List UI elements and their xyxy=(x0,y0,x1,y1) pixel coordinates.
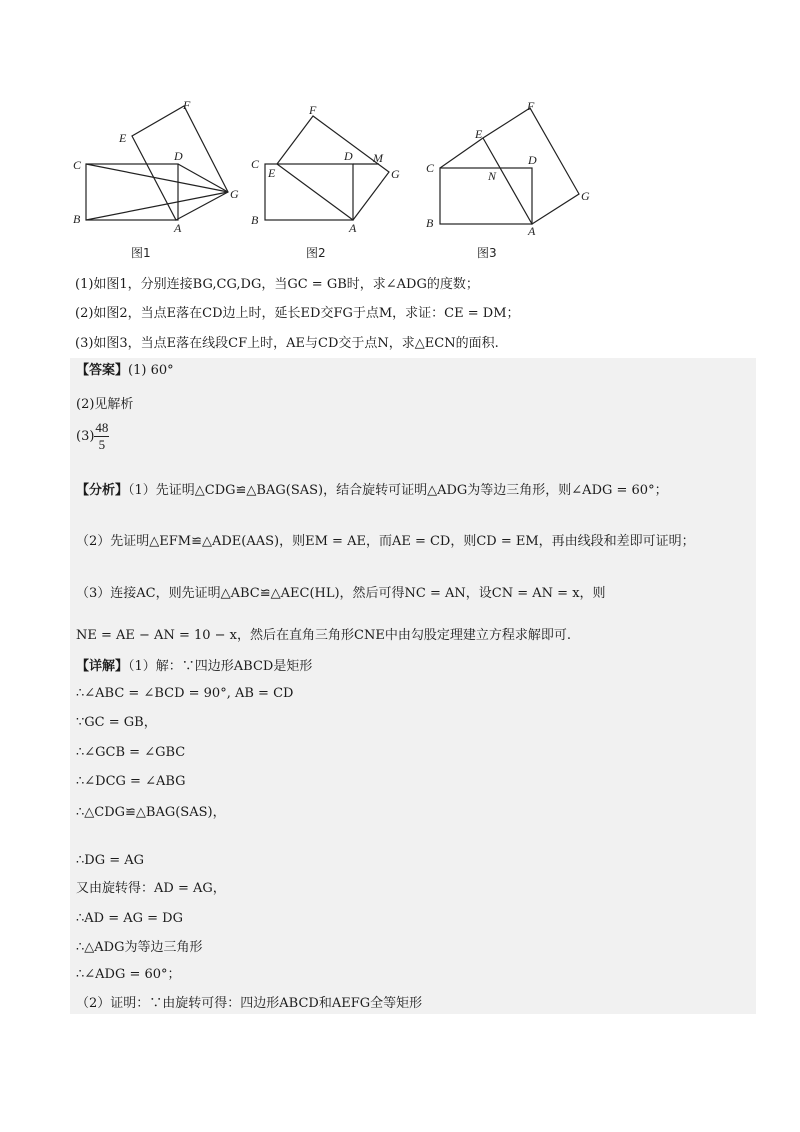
figure-2-diagram xyxy=(245,98,415,238)
analysis-text-1: （1）先证明△CDG≌△BAG(SAS)，结合旋转可证明△ADG为等边三角形，则∠ADG = 60°； xyxy=(128,483,668,498)
question-1: (1)如图1，分别连接BG,CG,DG，当GC = GB时，求∠ADG的度数； xyxy=(75,277,479,292)
label-M: M xyxy=(373,151,383,165)
rect-abcd xyxy=(86,164,178,220)
detail-line-1 xyxy=(76,658,312,676)
label-D: D xyxy=(528,153,537,167)
label-C: C xyxy=(426,161,435,175)
detail-line-12: （2）证明：∵由旋转可得：四边形ABCD和AEFG全等矩形 xyxy=(76,996,423,1011)
analysis-line-2: （2）先证明△EFM≌△ADE(AAS)，则EM = AE，而AE = CD，则CD = EM，再由线段和差即可证明； xyxy=(76,534,695,549)
label-G: G xyxy=(581,189,590,203)
figure-1 xyxy=(70,98,245,238)
rect-aefg xyxy=(132,106,228,220)
detail-line-3: ∵GC = GB， xyxy=(76,715,157,730)
detail-line-9: ∴AD = AG = DG xyxy=(76,911,183,926)
fraction-numerator: 48 xyxy=(95,420,109,435)
figure-3-diagram xyxy=(425,98,600,238)
detail-line-6: ∴△CDG≌△BAG(SAS)， xyxy=(76,805,226,820)
label-A: A xyxy=(349,221,357,235)
figure-2-caption: 图2 xyxy=(306,246,326,260)
rect-abcd xyxy=(440,168,532,224)
answer-line-1 xyxy=(76,362,174,380)
label-D: D xyxy=(344,149,353,163)
figure-2 xyxy=(245,98,415,238)
label-B: B xyxy=(426,216,434,230)
question-2: (2)如图2，当点E落在CD边上时，延长ED交FG于点M，求证：CE = DM； xyxy=(75,306,520,321)
label-C: C xyxy=(251,157,260,171)
answer-part-2: (2)见解析 xyxy=(76,397,134,412)
detail-line-10: ∴△ADG为等边三角形 xyxy=(76,940,203,955)
answer-part-3-fraction xyxy=(94,420,109,453)
label-B: B xyxy=(251,213,259,227)
question-3: (3)如图3，当点E落在线段CF上时，AE与CD交于点N，求△ECN的面积. xyxy=(75,336,499,351)
detail-line-2: ∴∠ABC = ∠BCD = 90°, AB = CD xyxy=(76,686,294,701)
label-F: F xyxy=(309,103,317,117)
detail-line-7: ∴DG = AG xyxy=(76,853,145,868)
label-E: E xyxy=(268,166,276,180)
figure-3 xyxy=(425,98,600,238)
label-G: G xyxy=(391,167,400,181)
label-G: G xyxy=(230,187,239,201)
detail-line-11: ∴∠ADG = 60°； xyxy=(76,967,181,982)
answer-part-3-prefix: (3) xyxy=(76,429,95,444)
figure-1-caption: 图1 xyxy=(131,246,151,260)
label-E: E xyxy=(475,127,483,141)
fraction-denominator: 5 xyxy=(98,437,106,452)
label-C: C xyxy=(73,158,82,172)
answer-heading: 【答案】 xyxy=(76,363,129,378)
label-F: F xyxy=(527,99,535,113)
analysis-heading: 【分析】 xyxy=(76,483,129,498)
rect-abcd xyxy=(265,164,353,220)
detail-line-8: 又由旋转得：AD = AG， xyxy=(76,881,226,896)
detail-line-5: ∴∠DCG = ∠ABG xyxy=(76,774,186,789)
label-F: F xyxy=(183,98,191,112)
answer-part-1: (1) 60° xyxy=(128,363,174,378)
detail-heading: 【详解】 xyxy=(76,659,129,674)
analysis-line-3: （3）连接AC，则先证明△ABC≌△AEC(HL)，然后可得NC = AN，设CN = AN = x，则 xyxy=(76,586,606,601)
rect-aefg xyxy=(277,116,389,220)
label-N: N xyxy=(488,169,497,183)
figure-3-caption: 图3 xyxy=(477,246,497,260)
label-B: B xyxy=(73,212,81,226)
figure-1-diagram xyxy=(70,98,245,238)
answer-line-3 xyxy=(76,420,109,453)
label-E: E xyxy=(119,131,127,145)
label-D: D xyxy=(174,149,183,163)
analysis-line-1 xyxy=(76,482,668,500)
analysis-line-4: NE = AE − AN = 10 − x，然后在直角三角形CNE中由勾股定理建立方程求解即可. xyxy=(76,628,571,643)
detail-line-4: ∴∠GCB = ∠GBC xyxy=(76,745,186,760)
label-A: A xyxy=(528,224,536,238)
label-A: A xyxy=(174,221,182,235)
detail-text-1: （1）解：∵四边形ABCD是矩形 xyxy=(128,659,313,674)
